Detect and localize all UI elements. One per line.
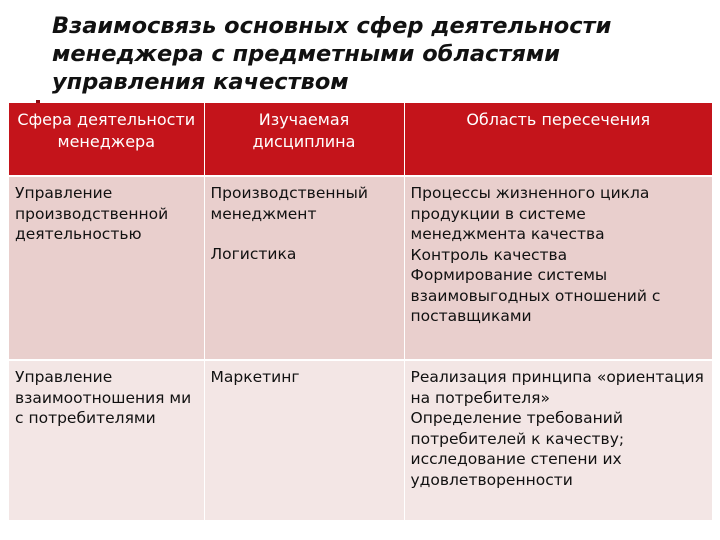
intersection-item: Процессы жизненного цикла продукции в системе менеджмента качества bbox=[410, 184, 650, 243]
intersection-item: Реализация принципа «ориентация на потребителя» bbox=[410, 368, 704, 407]
header-discipline: Изучаемая дисциплина bbox=[204, 103, 404, 176]
discipline-item: Логистика bbox=[210, 245, 297, 263]
discipline-item: Производственный менеджмент bbox=[210, 184, 368, 223]
table-row bbox=[9, 360, 712, 520]
relationship-table bbox=[9, 103, 712, 520]
intersection-item: Определение требований потребителей к качеству; исследование степени их удовлетворенности bbox=[410, 409, 625, 489]
cell-discipline bbox=[204, 360, 404, 520]
cell-intersection bbox=[404, 360, 712, 520]
discipline-item: Маркетинг bbox=[210, 368, 300, 386]
cell-discipline bbox=[204, 176, 404, 360]
slide-title: Взаимосвязь основных сфер деятельности менеджера с предметными областями управления качеством bbox=[52, 13, 612, 95]
cell-intersection bbox=[404, 176, 712, 360]
intersection-item: Формирование системы взаимовыгодных отношений с поставщиками bbox=[410, 266, 661, 325]
cell-sphere: Управление взаимоотношения ми с потребителями bbox=[9, 360, 204, 520]
header-intersection: Область пересечения bbox=[404, 103, 712, 176]
table-row bbox=[9, 176, 712, 360]
intersection-item: Контроль качества bbox=[410, 245, 568, 264]
header-sphere: Сфера деятельности менеджера bbox=[9, 103, 204, 176]
table-header-row bbox=[9, 103, 712, 176]
cell-sphere: Управление производственной деятельностью bbox=[9, 176, 204, 360]
